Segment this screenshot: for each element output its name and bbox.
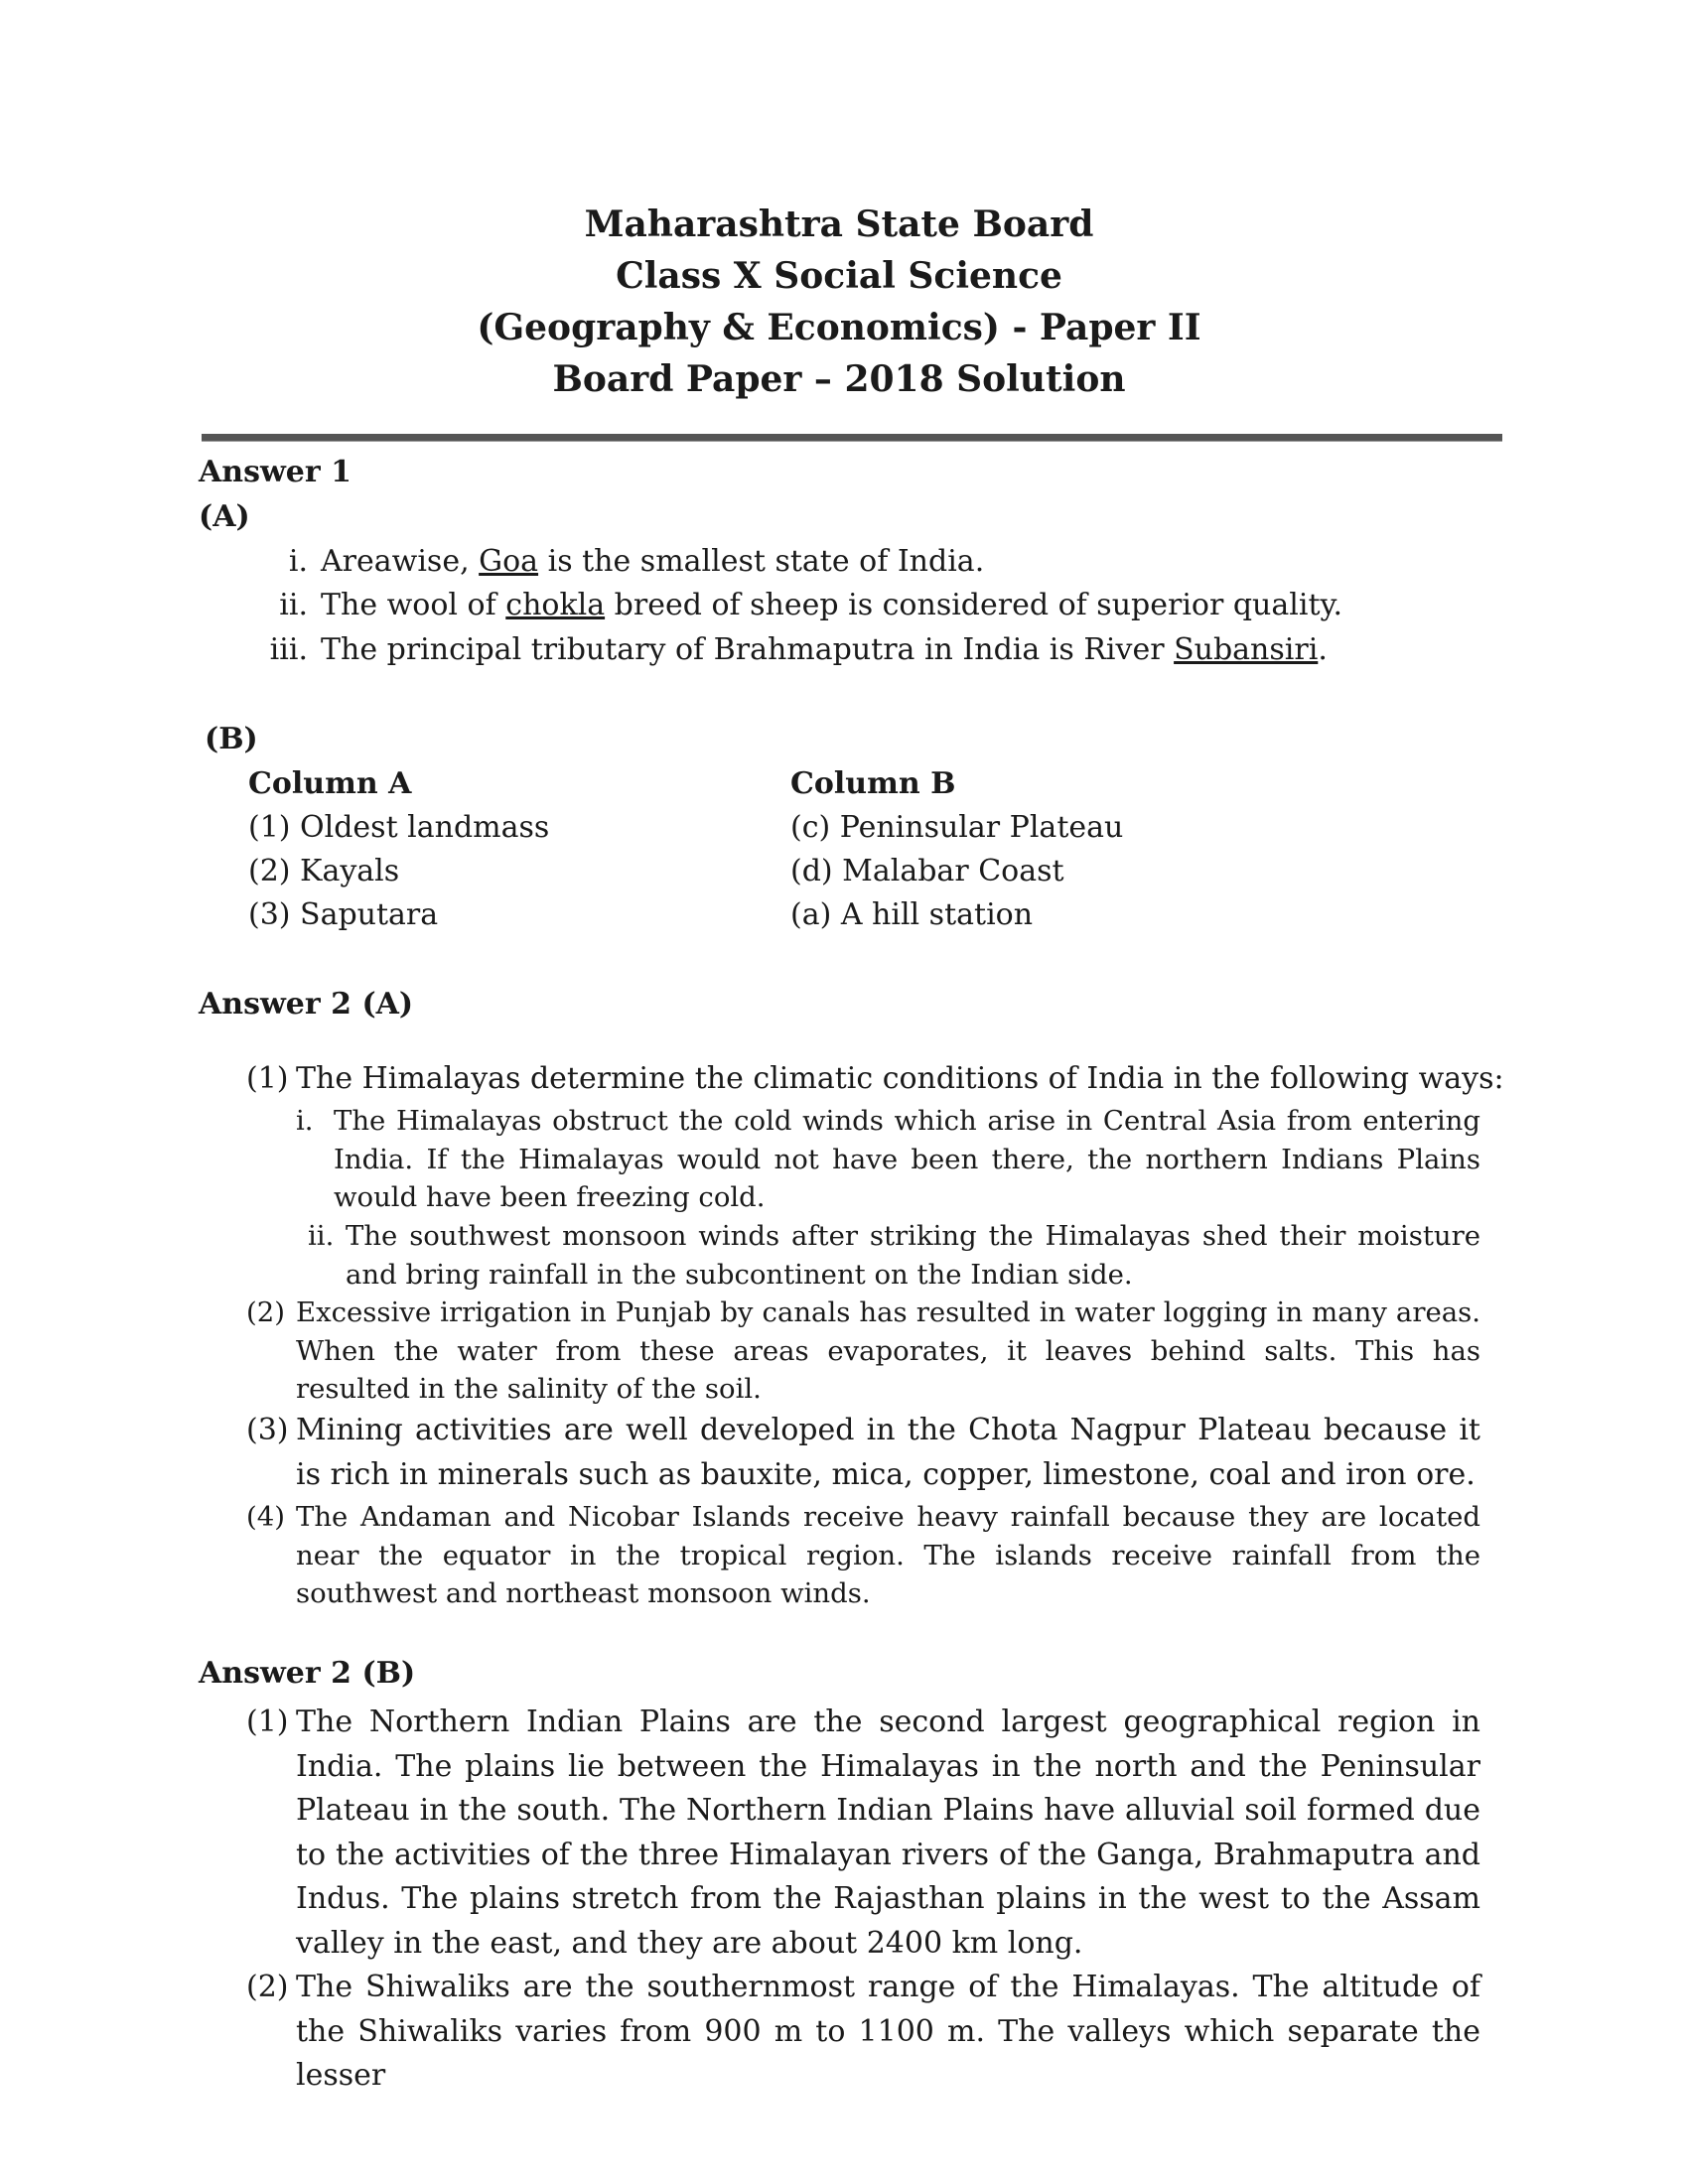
title-line-1: Maharashtra State Board (584, 204, 1094, 245)
question-number: (1) (246, 1705, 289, 1739)
question-number: (3) (246, 1413, 289, 1447)
item-text: Areawise, (321, 544, 480, 579)
answer-text: The Himalayas determine the climatic conditions of India in the following ways: (296, 1061, 1504, 1096)
column-b-header: Column B (790, 766, 956, 801)
question-number: (4) (246, 1501, 285, 1533)
title-divider (202, 434, 1502, 442)
title-line-2: Class X Social Science (616, 255, 1062, 297)
list-item (321, 588, 1342, 622)
answer-text: The Northern Indian Plains are the second largest geographical region in India. The plains lie between the Himalayas in the north and the Peninsular Plateau in the south. The Northern Indian Plains have alluvial soil formed due to the activities of the three Himalayan rivers of the Ganga, Brahmaputra and Indus. The plains stretch from the Rajasthan plains in the west to the Assam valley in the east, and they are about 2400 km long. (296, 1705, 1480, 1961)
answer-text: Mining activities are well developed in the Chota Nagpur Plateau because it is rich in minerals such as bauxite, mica, copper, limestone, coal and iron ore. (296, 1413, 1480, 1492)
answer-1-heading: Answer 1 (199, 455, 352, 489)
list-number: iii. (269, 632, 308, 667)
list-item (321, 544, 984, 579)
answer-1-part-a-label: (A) (199, 499, 250, 534)
title-line-4: Board Paper – 2018 Solution (552, 358, 1126, 400)
sub-number: i. (296, 1105, 314, 1137)
answer-word: Subansiri (1174, 632, 1319, 667)
answer-1-part-b-label: (B) (205, 722, 258, 756)
question-number: (2) (246, 1970, 289, 2004)
list-item (321, 632, 1328, 667)
answer-2a-heading: Answer 2 (A) (199, 987, 414, 1022)
column-b-item: (c) Peninsular Plateau (790, 810, 1124, 845)
answer-text: Excessive irrigation in Punjab by canals has resulted in water logging in many areas. When the water from these areas evaporates, it leaves behind salts. This has resulted in the salinity of the soil. (296, 1297, 1480, 1405)
answer-text: The Shiwaliks are the southernmost range of the Himalayas. The altitude of the Shiwaliks varies from 900 m to 1100 m. The valleys which separate the lesser (296, 1970, 1480, 2093)
answer-word: Goa (479, 544, 539, 579)
column-a-item: (2) Kayals (248, 854, 400, 888)
item-text: is the smallest state of India. (538, 544, 985, 579)
sub-answer-text: The Himalayas obstruct the cold winds which arise in Central Asia from entering India. If the Himalayas would not have been there, the northern Indians Plains would have been freezing cold. (334, 1105, 1480, 1213)
column-a-item: (1) Oldest landmass (248, 810, 550, 845)
answer-word: chokla (505, 588, 606, 622)
list-number: i. (288, 544, 308, 579)
column-a-item: (3) Saputara (248, 897, 439, 932)
sub-number: ii. (308, 1220, 335, 1252)
question-number: (2) (246, 1297, 285, 1328)
item-text: The principal tributary of Brahmaputra in India is River (321, 632, 1175, 667)
item-text: breed of sheep is considered of superior quality. (605, 588, 1343, 622)
answer-2b-heading: Answer 2 (B) (199, 1656, 416, 1691)
column-a-header: Column A (248, 766, 412, 801)
list-number: ii. (279, 588, 308, 622)
item-text: . (1318, 632, 1328, 667)
item-text: The wool of (321, 588, 506, 622)
answer-text: The Andaman and Nicobar Islands receive heavy rainfall because they are located near the equator in the tropical region. The islands receive rainfall from the southwest and northeast monsoon winds. (296, 1501, 1480, 1609)
sub-answer-text: The southwest monsoon winds after striking the Himalayas shed their moisture and bring rainfall in the subcontinent on the Indian side. (346, 1220, 1480, 1291)
page-title (0, 199, 1678, 405)
question-number: (1) (246, 1061, 289, 1096)
column-b-item: (d) Malabar Coast (790, 854, 1064, 888)
title-line-3: (Geography & Economics) - Paper II (477, 307, 1201, 348)
column-b-item: (a) A hill station (790, 897, 1034, 932)
